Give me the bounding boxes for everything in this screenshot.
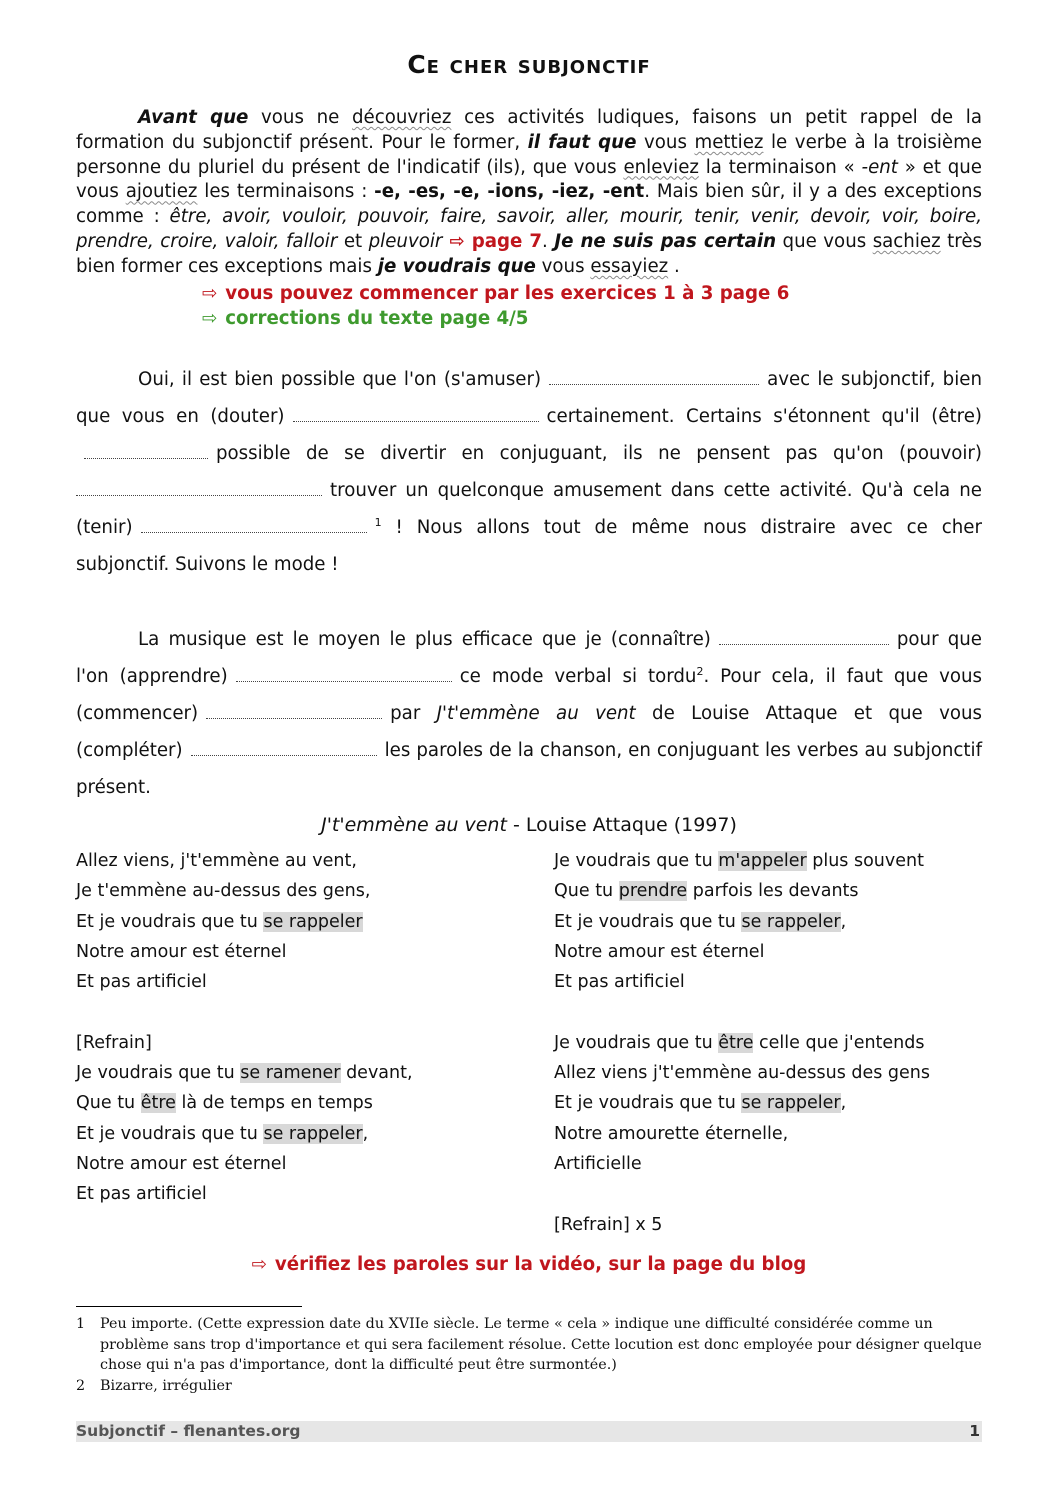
exercise-text: de Louise Attaque et que vous (compléter) (76, 703, 982, 761)
lyric-text: Je voudrais que tu (554, 1032, 719, 1053)
lyric-text: Et je voudrais que tu (554, 1093, 742, 1114)
lyric-text: Que tu (554, 881, 619, 902)
verb-to-conjugate[interactable]: être (718, 1032, 754, 1053)
intro-text: que vous (776, 230, 873, 252)
lyric-text: [Refrain] x 5 (554, 1214, 663, 1235)
exercise-paragraph-1 (76, 361, 982, 583)
verb-to-conjugate[interactable]: se rappeler (741, 1093, 841, 1114)
intro-verb: sachiez (872, 230, 941, 252)
lyric-text: Allez viens, j't'emmène au vent, (76, 851, 357, 871)
intro-text: . Mais bien sûr, il y a des exceptions comme : (76, 181, 982, 228)
lyrics-column-left (76, 846, 516, 1210)
lyric-text: Que tu (76, 1093, 141, 1114)
arrow-right-icon: ⇨ (251, 1254, 267, 1275)
lyric-text: parfois les devants (687, 881, 859, 902)
verb-to-conjugate[interactable]: m'appeler (718, 851, 807, 871)
lyric-line (554, 1058, 982, 1088)
lyric-text: Notre amour est éternel (76, 1153, 287, 1174)
blank-field[interactable] (76, 481, 322, 496)
intro-text: pleuvoir (368, 230, 443, 252)
blank-field[interactable] (84, 444, 208, 459)
intro-text: vous ne (248, 107, 352, 128)
page-title: Ce cher subjonctif (407, 50, 651, 79)
intro-text: Avant que (138, 107, 249, 128)
intro-endings: -e, -es, -e, -ions, -iez, -ent (374, 181, 645, 203)
footer-label: Subjonctif – flenantes.org (76, 1422, 301, 1440)
lyric-text: Je voudrais que tu (554, 851, 719, 871)
lyric-line (76, 1058, 516, 1088)
page-number: 1 (969, 1422, 980, 1440)
lyric-text: Et je voudrais que tu (76, 1123, 264, 1144)
exercise-text: avec le subjonctif, bien que vous en (douter) (76, 369, 982, 427)
song-title-artist: - Louise Attaque (1997) (506, 814, 737, 836)
footnote-2 (76, 1376, 982, 1397)
lyric-text: Allez viens j't'emmène au-dessus des gens (554, 1063, 931, 1084)
lyric-line (76, 907, 516, 937)
exercise-text: par (390, 703, 421, 724)
intro-text: et (337, 230, 369, 252)
intro-verb: essayiez (590, 255, 669, 277)
intro-text: . (542, 230, 555, 252)
lyric-text: Et pas artificiel (76, 972, 207, 993)
page-footer (76, 1421, 982, 1442)
song-title-name: J't'emmène au vent (321, 814, 507, 836)
intro-text: Je ne suis pas certain (554, 230, 777, 252)
intro-text: le verbe à la troisième personne du pluriel du présent de l'indicatif (ils), que vous (76, 131, 982, 178)
footnote-number: 1 (76, 1316, 86, 1332)
lyric-text: Et je voudrais que tu (76, 911, 264, 932)
footnote-separator (76, 1306, 302, 1307)
lyric-line (76, 876, 516, 906)
exercise-text: certainement. Certains s'étonnent qu'il (être) (546, 406, 982, 427)
verb-to-conjugate[interactable]: être (140, 1093, 176, 1114)
exercise-text: . Pour cela, il faut que vous (commencer) (76, 666, 982, 724)
lyrics-column-right (554, 846, 982, 1240)
footnote-ref: 2 (696, 664, 704, 678)
exercise-text: trouver un quelconque amusement dans cette activité. Qu'à cela ne (tenir) (76, 480, 982, 538)
exercise-text: possible de se divertir en conjuguant, ils ne pensent pas qu'on (pouvoir) (216, 443, 982, 464)
exercise-text: Oui, il est bien possible que l'on (s'amuser) (138, 369, 542, 390)
intro-text: les terminaisons : (197, 181, 375, 203)
intro-text: je voudrais que (377, 255, 536, 277)
intro-verb: enleviez (623, 156, 699, 178)
lyric-line (76, 997, 516, 1027)
lyric-line (554, 937, 982, 967)
exercise-text: pour que l'on (apprendre) (76, 629, 982, 687)
exercise-text: ce mode verbal si tordu (459, 666, 697, 687)
intro-text: -ent (861, 156, 898, 178)
intro-text: » et que vous (76, 156, 982, 203)
lyric-line (554, 1088, 982, 1118)
lyric-line (76, 1179, 516, 1209)
intro-text: très bien former ces exceptions mais (76, 230, 982, 277)
intro-text: . (668, 255, 680, 277)
lyric-text: Notre amour est éternel (554, 941, 765, 962)
corrections-link[interactable] (202, 307, 789, 332)
blank-field[interactable] (236, 667, 452, 682)
intro-exceptions: être, avoir, vouloir, pouvoir, faire, savoir, aller, mourir, tenir, venir, devoir, voir, boire, prendre, croire, valoir, falloir (76, 206, 982, 252)
lyric-text: celle que j'entends (753, 1032, 925, 1053)
lyric-text: [Refrain] (76, 1032, 152, 1053)
lyric-text: là de temps en temps (175, 1093, 373, 1114)
verb-to-conjugate[interactable]: prendre (618, 881, 688, 902)
lyric-line (76, 846, 516, 876)
verify-video-label: vérifiez les paroles sur la vidéo, sur la page du blog (274, 1254, 807, 1275)
lyric-text: Notre amourette éternelle, (554, 1123, 789, 1144)
intro-verb: découvriez (352, 107, 452, 128)
lyric-line (554, 876, 982, 906)
song-title (76, 814, 982, 836)
lyric-text: , (840, 911, 847, 932)
document-page (76, 0, 982, 1497)
intro-verb: ajoutiez (125, 181, 198, 203)
lyric-line (554, 1028, 982, 1058)
lyric-line (76, 1119, 516, 1149)
blank-field[interactable] (206, 704, 382, 719)
exercise-text: ! Nous allons tout de même nous distraire avec ce cher subjonctif. Suivons le mode ! (76, 517, 982, 575)
verify-video-link[interactable] (76, 1254, 982, 1275)
footnote-number: 2 (76, 1377, 86, 1394)
intro-text: la terminaison « (698, 156, 862, 178)
blank-field[interactable] (719, 630, 889, 645)
corrections-link-label: corrections du texte page 4/5 (225, 307, 529, 329)
blank-field[interactable] (549, 370, 759, 385)
lyric-line (76, 967, 516, 997)
song-name: J't'emmène au vent (436, 703, 636, 724)
verb-to-conjugate[interactable]: se ramener (240, 1063, 341, 1084)
lyric-line (76, 1149, 516, 1179)
lyric-line (554, 997, 982, 1027)
lyric-line (76, 937, 516, 967)
exercise-links (202, 282, 789, 332)
intro-text: ces activités ludiques, faisons un petit rappel de la formation du subjonctif présent. Pour le former, (76, 107, 982, 153)
lyric-text: Et pas artificiel (554, 972, 685, 993)
lyric-line (554, 1210, 982, 1240)
footnote-1 (76, 1314, 982, 1376)
lyric-text: Et je voudrais que tu (554, 911, 742, 932)
lyric-line (554, 846, 982, 876)
exercises-link[interactable] (202, 282, 789, 307)
lyric-line (76, 1028, 516, 1058)
lyric-line (554, 1179, 982, 1209)
arrow-right-icon: ⇨ (202, 283, 218, 304)
intro-text: vous (636, 131, 695, 153)
intro-text: vous (535, 255, 591, 277)
exercise-text: La musique est le moyen le plus efficace que je (connaître) (138, 629, 711, 650)
exercises-link-label: vous pouvez commencer par les exercices 1 à 3 page 6 (225, 283, 790, 304)
verb-to-conjugate[interactable]: se rappeler (263, 1123, 363, 1144)
lyric-text: , (840, 1093, 847, 1114)
lyric-text: Artificielle (554, 1153, 642, 1174)
exercise-text: les paroles de la chanson, en conjuguant les verbes au subjonctif présent. (76, 740, 982, 798)
verb-to-conjugate[interactable]: se rappeler (741, 911, 841, 932)
lyric-line (554, 1149, 982, 1179)
lyric-line (554, 967, 982, 997)
exercise-paragraph-2 (76, 621, 982, 806)
lyric-text: Je t'emmène au-dessus des gens, (76, 881, 371, 902)
footnotes (76, 1314, 982, 1396)
blank-field[interactable] (141, 518, 367, 533)
lyric-text: Et pas artificiel (76, 1184, 207, 1205)
lyric-line (76, 1088, 516, 1118)
verb-to-conjugate[interactable]: se rappeler (263, 911, 363, 932)
footnote-ref: 1 (374, 515, 382, 529)
intro-paragraph (76, 106, 982, 280)
arrow-right-icon: ⇨ (202, 307, 218, 329)
lyric-text: Notre amour est éternel (76, 941, 287, 962)
intro-verb: mettiez (694, 131, 764, 153)
lyric-text: Je voudrais que tu (76, 1063, 241, 1084)
footnote-text: Peu importe. (Cette expression date du XVIIe siècle. Le terme « cela » indique une difficulté considérée comme un problème sans trop d'importance et qui sera facilement résolue. Cette locution est donc employée pour désigner quelque chose qui n'a pas d'importance, dont la difficulté peut être surmontée.) (100, 1316, 982, 1373)
page-7-link[interactable]: ⇨ page 7 (442, 230, 543, 252)
footnote-text: Bizarre, irrégulier (100, 1377, 232, 1394)
lyric-line (554, 1119, 982, 1149)
lyric-text: devant, (340, 1063, 413, 1084)
intro-text: il faut que (527, 131, 637, 153)
lyric-text: plus souvent (806, 851, 924, 871)
blank-field[interactable] (191, 741, 377, 756)
lyric-text: , (362, 1123, 369, 1144)
blank-field[interactable] (293, 407, 539, 422)
lyric-line (554, 907, 982, 937)
